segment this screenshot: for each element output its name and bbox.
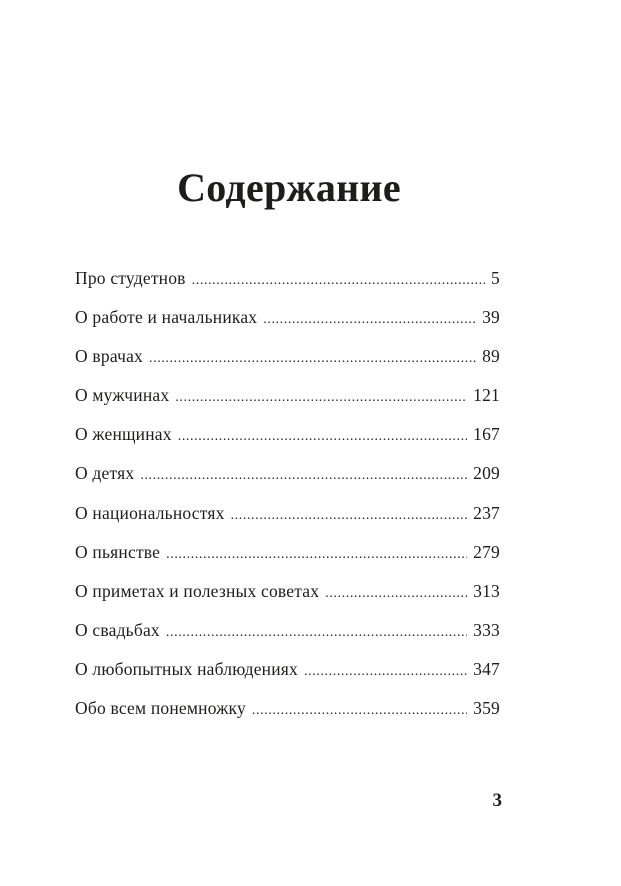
toc-dot-leader [178, 429, 467, 445]
toc-dot-leader [325, 586, 467, 602]
toc-entry-title: О национальностях [75, 502, 225, 523]
toc-entry[interactable] [75, 463, 500, 502]
toc-dot-leader [263, 312, 476, 328]
toc-entry[interactable] [75, 503, 500, 542]
toc-entry-page: 333 [473, 619, 500, 640]
toc-dot-leader [149, 351, 476, 367]
toc-entry-page: 237 [473, 502, 500, 523]
toc-entry-page: 359 [473, 698, 500, 719]
toc-entry-title: О врачах [75, 346, 144, 367]
toc-entry-title: О работе и начальниках [75, 307, 258, 328]
toc-entry-title: О свадьбах [75, 619, 160, 640]
page-number: 3 [492, 790, 502, 811]
toc-entry-page: 89 [482, 346, 500, 367]
toc-entry[interactable] [75, 698, 500, 737]
toc-entry[interactable] [75, 346, 500, 385]
toc-entry-page: 313 [473, 580, 500, 601]
toc-entry-title: О любопытных наблюдениях [75, 658, 299, 679]
toc-entry-page: 209 [473, 463, 500, 484]
toc-entry-title: Обо всем понемножку [75, 698, 246, 719]
toc-entry[interactable] [75, 268, 500, 307]
toc-entry-title: О женщинах [75, 424, 172, 445]
toc-entry-title: О детях [75, 463, 135, 484]
toc-entry[interactable] [75, 307, 500, 346]
toc-dot-leader [252, 703, 467, 719]
page-title: Содержание [177, 165, 401, 210]
toc-entry-title: О приметах и полезных советах [75, 580, 320, 601]
toc-entry[interactable] [75, 620, 500, 659]
toc-entry[interactable] [75, 385, 500, 424]
toc-entry[interactable] [75, 424, 500, 463]
toc-entry-page: 279 [473, 541, 500, 562]
toc-dot-leader [175, 390, 467, 406]
toc-entry-title: Про студетнов [75, 268, 186, 288]
toc-entry-title: О мужчинах [75, 385, 170, 406]
toc-dot-leader [304, 664, 467, 680]
toc-entry-page: 39 [482, 307, 500, 328]
toc-entry-title: О пьянстве [75, 541, 161, 562]
toc-entry[interactable] [75, 659, 500, 698]
toc-dot-leader [192, 273, 485, 289]
toc-dot-leader [166, 547, 467, 563]
table-of-contents [75, 268, 500, 737]
toc-entry[interactable] [75, 542, 500, 581]
toc-entry-page: 121 [473, 385, 500, 406]
toc-dot-leader [231, 508, 468, 524]
toc-dot-leader [140, 468, 467, 484]
toc-entry-page: 167 [473, 424, 500, 445]
toc-entry-page: 5 [491, 268, 500, 288]
toc-dot-leader [166, 625, 467, 641]
toc-entry[interactable] [75, 581, 500, 620]
toc-entry-page: 347 [473, 658, 500, 679]
